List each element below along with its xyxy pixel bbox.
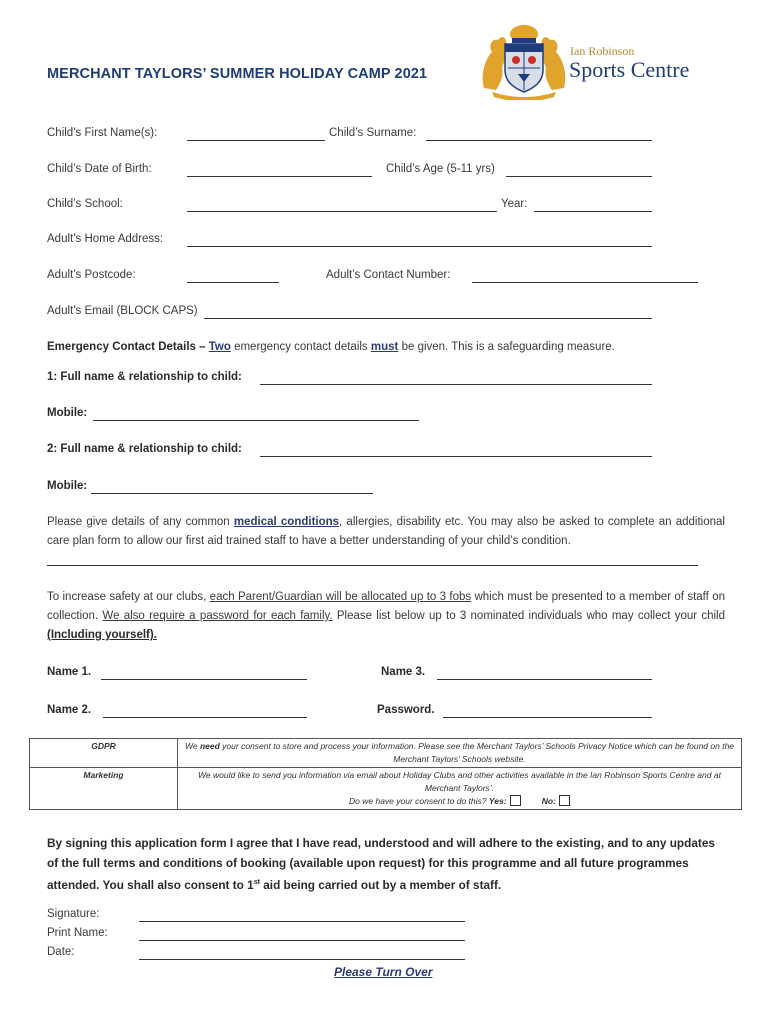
date-field[interactable] xyxy=(139,959,465,960)
medical-paragraph: Please give details of any common medical conditions, allergies, disability etc. You may also be asked to complete an additional care plan form to allow our first aid trained staff to have a better understanding of your child’s condition. xyxy=(47,516,725,547)
consent-table xyxy=(29,738,742,810)
page-title: MERCHANT TAYLORS’ SUMMER HOLIDAY CAMP 2021 xyxy=(47,66,428,82)
name1-label: Name 1. xyxy=(47,666,92,678)
postcode-label: Adult’s Postcode: xyxy=(47,269,136,281)
emergency-heading: Emergency Contact Details – Two emergency contact details must be given. This is a safeguarding measure. xyxy=(47,341,615,353)
no-checkbox[interactable] xyxy=(559,795,570,806)
contact1-label: 1: Full name & relationship to child: xyxy=(47,371,242,383)
yes-checkbox[interactable] xyxy=(510,795,521,806)
name2-label: Name 2. xyxy=(47,704,92,716)
year-field[interactable] xyxy=(534,211,652,212)
date-label: Date: xyxy=(47,946,75,958)
marketing-text: We would like to send you information via email about Holiday Clubs and other activities available in the Ian Robinson Sports Centre and at Merchant Taylors’. Do we have your consent to do this? Yes: No: xyxy=(178,768,742,810)
first-name-field[interactable] xyxy=(187,140,325,141)
address-label: Adult’s Home Address: xyxy=(47,233,164,245)
postcode-field[interactable] xyxy=(187,282,279,283)
name3-label: Name 3. xyxy=(381,666,426,678)
brand-line2: Sports Centre xyxy=(569,57,690,82)
gdpr-row xyxy=(30,739,742,768)
marketing-row xyxy=(30,768,742,810)
age-label: Child’s Age (5-11 yrs) xyxy=(386,163,495,175)
crest-logo xyxy=(478,18,570,100)
password-field[interactable] xyxy=(443,717,652,718)
print-name-label: Print Name: xyxy=(47,927,108,939)
first-name-label: Child’s First Name(s): xyxy=(47,127,158,139)
contact2-field[interactable] xyxy=(260,456,652,457)
consent-question: Do we have your consent to do this? xyxy=(349,796,487,806)
address-field[interactable] xyxy=(187,246,652,247)
email-label: Adult’s Email (BLOCK CAPS) xyxy=(47,305,198,317)
print-name-field[interactable] xyxy=(139,940,465,941)
age-field[interactable] xyxy=(506,176,652,177)
school-field[interactable] xyxy=(187,211,497,212)
contact-number-field[interactable] xyxy=(472,282,698,283)
gdpr-text: We need your consent to store and process your information. Please see the Merchant Taylors’ Schools Privacy Notice which can be found on the Merchant Taylors’ Schools website. xyxy=(178,739,742,768)
contact2-label: 2: Full name & relationship to child: xyxy=(47,443,242,455)
no-label: No: xyxy=(541,796,556,806)
contact-number-label: Adult’s Contact Number: xyxy=(326,269,451,281)
surname-field[interactable] xyxy=(426,140,652,141)
declaration-paragraph: By signing this application form I agree that I have read, understood and will adhere to the existing, and to any updates of the full terms and conditions of booking (available upon request) for this programme and all future programmes attended. You shall also consent to 1st aid being carried out by a member of staff. xyxy=(47,836,715,892)
mobile1-label: Mobile: xyxy=(47,407,88,419)
signature-label: Signature: xyxy=(47,908,100,920)
safety-paragraph: To increase safety at our clubs, each Parent/Guardian will be allocated up to 3 fobs which must be presented to a member of staff on collection. We also require a password for each family. Please list below up to 3 nominated individuals who may collect your child (Including yourself). xyxy=(47,591,725,641)
mobile1-field[interactable] xyxy=(93,420,419,421)
mobile2-label: Mobile: xyxy=(47,480,88,492)
brand-line1: Ian Robinson xyxy=(570,44,635,58)
mobile2-field[interactable] xyxy=(91,493,373,494)
year-label: Year: xyxy=(501,198,528,210)
surname-label: Child’s Surname: xyxy=(329,127,417,139)
name1-field[interactable] xyxy=(101,679,307,680)
school-label: Child’s School: xyxy=(47,198,123,210)
yes-label: Yes: xyxy=(488,796,507,806)
email-field[interactable] xyxy=(204,318,652,319)
signature-field[interactable] xyxy=(139,921,465,922)
name2-field[interactable] xyxy=(103,717,307,718)
turn-over-note: Please Turn Over xyxy=(334,965,433,979)
name3-field[interactable] xyxy=(437,679,652,680)
password-label: Password. xyxy=(377,704,435,716)
gdpr-label: GDPR xyxy=(30,739,178,768)
dob-field[interactable] xyxy=(187,176,372,177)
dob-label: Child’s Date of Birth: xyxy=(47,163,152,175)
marketing-label: Marketing xyxy=(30,768,178,810)
medical-field[interactable] xyxy=(47,565,698,566)
contact1-field[interactable] xyxy=(260,384,652,385)
